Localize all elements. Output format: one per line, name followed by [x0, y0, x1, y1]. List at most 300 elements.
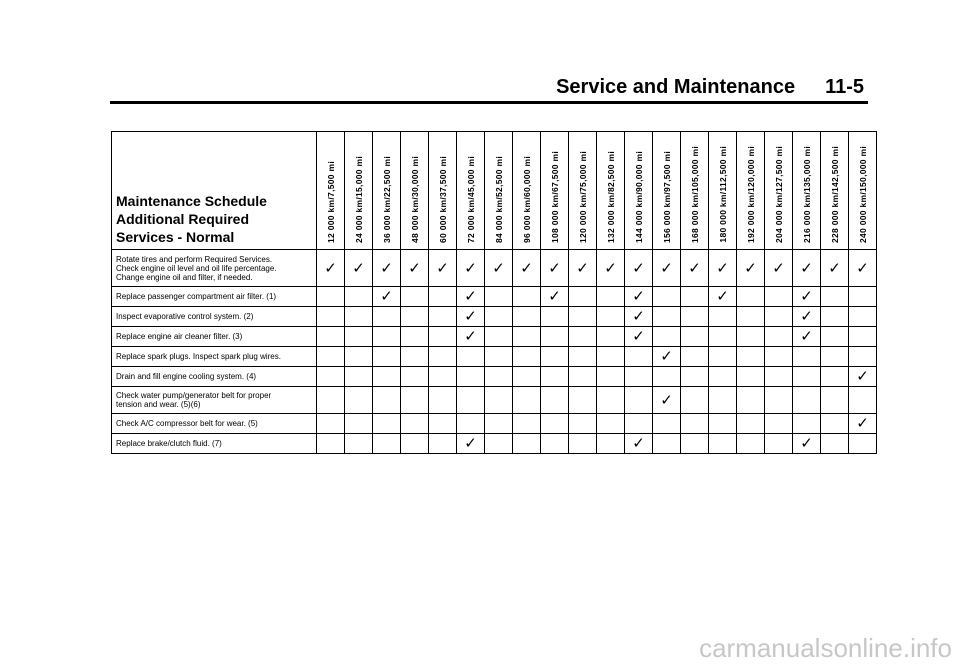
check-cell	[765, 387, 793, 414]
checkmark-icon: ✓	[632, 308, 645, 325]
interval-label: 48 000 km/30,000 mi	[409, 156, 420, 243]
check-cell	[345, 387, 373, 414]
check-cell	[765, 307, 793, 327]
check-cell	[317, 250, 345, 287]
check-cell	[597, 250, 625, 287]
check-cell	[821, 387, 849, 414]
checkmark-icon: ✓	[464, 328, 477, 345]
check-cell	[457, 327, 485, 347]
check-cell	[849, 327, 877, 347]
checkmark-icon: ✓	[800, 435, 813, 452]
task-description	[112, 250, 317, 287]
check-cell	[513, 434, 541, 454]
check-cell	[429, 307, 457, 327]
checkmark-icon: ✓	[828, 259, 841, 277]
interval-header	[317, 132, 345, 250]
table-row	[112, 327, 877, 347]
interval-label: 192 000 km/120,000 mi	[745, 145, 756, 243]
interval-label: 120 000 km/75,000 mi	[577, 150, 588, 243]
check-cell	[345, 307, 373, 327]
check-cell	[569, 287, 597, 307]
check-cell	[793, 434, 821, 454]
check-cell	[401, 287, 429, 307]
task-description	[112, 327, 317, 347]
check-cell	[513, 287, 541, 307]
check-cell	[625, 307, 653, 327]
check-cell	[625, 434, 653, 454]
check-cell	[541, 250, 569, 287]
check-cell	[513, 250, 541, 287]
check-cell	[653, 287, 681, 307]
checkmark-icon: ✓	[604, 259, 617, 277]
check-cell	[513, 327, 541, 347]
maintenance-schedule-table	[111, 131, 877, 454]
check-cell	[765, 327, 793, 347]
interval-label: 12 000 km/7,500 mi	[325, 161, 336, 243]
check-cell	[401, 387, 429, 414]
check-cell	[317, 434, 345, 454]
table-row	[112, 434, 877, 454]
check-cell	[401, 347, 429, 367]
interval-header	[541, 132, 569, 250]
check-cell	[541, 414, 569, 434]
checkmark-icon: ✓	[520, 259, 533, 277]
interval-label: 96 000 km/60,000 mi	[521, 156, 532, 243]
check-cell	[765, 414, 793, 434]
task-line: Check water pump/generator belt for proper	[116, 391, 272, 400]
check-cell	[429, 287, 457, 307]
check-cell	[737, 367, 765, 387]
task-line: Rotate tires and perform Required Services.	[116, 254, 273, 264]
checkmark-icon: ✓	[464, 288, 477, 305]
interval-header	[681, 132, 709, 250]
table-row	[112, 250, 877, 287]
check-cell	[485, 387, 513, 414]
task-line: Replace passenger compartment air filter. (1)	[116, 292, 277, 301]
interval-header	[793, 132, 821, 250]
check-cell	[485, 287, 513, 307]
check-cell	[485, 307, 513, 327]
header-row	[112, 132, 877, 250]
check-cell	[737, 347, 765, 367]
interval-header	[597, 132, 625, 250]
check-cell	[345, 327, 373, 347]
check-cell	[457, 307, 485, 327]
table-row	[112, 367, 877, 387]
check-cell	[569, 414, 597, 434]
checkmark-icon: ✓	[716, 259, 729, 277]
check-cell	[793, 347, 821, 367]
table-row	[112, 287, 877, 307]
checkmark-icon: ✓	[800, 259, 813, 277]
check-cell	[737, 434, 765, 454]
check-cell	[513, 414, 541, 434]
checkmark-icon: ✓	[632, 288, 645, 305]
check-cell	[457, 287, 485, 307]
check-cell	[737, 414, 765, 434]
check-cell	[681, 414, 709, 434]
check-cell	[317, 414, 345, 434]
check-cell	[569, 327, 597, 347]
check-cell	[401, 327, 429, 347]
checkmark-icon: ✓	[380, 288, 393, 305]
interval-header	[485, 132, 513, 250]
check-cell	[849, 250, 877, 287]
check-cell	[317, 367, 345, 387]
check-cell	[821, 434, 849, 454]
check-cell	[709, 287, 737, 307]
check-cell	[513, 387, 541, 414]
task-line: tension and wear. (5)(6)	[116, 400, 201, 409]
checkmark-icon: ✓	[324, 259, 337, 277]
check-cell	[569, 367, 597, 387]
checkmark-icon: ✓	[632, 435, 645, 452]
checkmark-icon: ✓	[800, 308, 813, 325]
task-description	[112, 347, 317, 367]
check-cell	[373, 307, 401, 327]
check-cell	[317, 287, 345, 307]
check-cell	[709, 434, 737, 454]
interval-header	[401, 132, 429, 250]
check-cell	[681, 387, 709, 414]
check-cell	[429, 387, 457, 414]
check-cell	[401, 367, 429, 387]
check-cell	[429, 414, 457, 434]
checkmark-icon: ✓	[660, 391, 673, 409]
check-cell	[597, 414, 625, 434]
interval-header	[653, 132, 681, 250]
table-row	[112, 414, 877, 434]
check-cell	[485, 434, 513, 454]
interval-label: 228 000 km/142,500 mi	[829, 145, 840, 243]
interval-label: 84 000 km/52,500 mi	[493, 156, 504, 243]
check-cell	[373, 434, 401, 454]
interval-header	[373, 132, 401, 250]
check-cell	[401, 307, 429, 327]
check-cell	[373, 250, 401, 287]
interval-header	[457, 132, 485, 250]
check-cell	[345, 414, 373, 434]
task-description	[112, 434, 317, 454]
check-cell	[401, 250, 429, 287]
check-cell	[849, 307, 877, 327]
check-cell	[345, 347, 373, 367]
check-cell	[737, 307, 765, 327]
check-cell	[485, 367, 513, 387]
check-cell	[373, 327, 401, 347]
interval-header	[709, 132, 737, 250]
task-line: Change engine oil and filter, if needed.	[116, 272, 253, 282]
task-line: Replace brake/clutch fluid. (7)	[116, 439, 222, 448]
check-cell	[653, 414, 681, 434]
check-cell	[513, 367, 541, 387]
check-cell	[625, 250, 653, 287]
check-cell	[457, 250, 485, 287]
check-cell	[821, 414, 849, 434]
check-cell	[373, 347, 401, 367]
interval-label: 72 000 km/45,000 mi	[465, 156, 476, 243]
check-cell	[709, 327, 737, 347]
task-line: Check engine oil level and oil life percentage.	[116, 263, 277, 273]
check-cell	[737, 250, 765, 287]
check-cell	[681, 250, 709, 287]
task-line: Check A/C compressor belt for wear. (5)	[116, 419, 258, 428]
check-cell	[429, 327, 457, 347]
check-cell	[457, 387, 485, 414]
check-cell	[709, 387, 737, 414]
check-cell	[681, 327, 709, 347]
check-cell	[681, 367, 709, 387]
interval-label: 216 000 km/135,000 mi	[801, 145, 812, 243]
checkmark-icon: ✓	[688, 259, 701, 277]
check-cell	[793, 327, 821, 347]
check-cell	[541, 327, 569, 347]
task-description	[112, 307, 317, 327]
checkmark-icon: ✓	[800, 288, 813, 305]
check-cell	[821, 307, 849, 327]
table-row	[112, 387, 877, 414]
check-cell	[597, 367, 625, 387]
check-cell	[401, 434, 429, 454]
checkmark-icon: ✓	[408, 259, 421, 277]
check-cell	[653, 347, 681, 367]
table-title-line: Additional Required	[116, 211, 249, 227]
check-cell	[765, 287, 793, 307]
page-header	[556, 76, 864, 99]
check-cell	[373, 414, 401, 434]
interval-label: 132 000 km/82,500 mi	[605, 150, 616, 243]
task-description	[112, 387, 317, 414]
check-cell	[457, 367, 485, 387]
table-title	[112, 132, 317, 250]
check-cell	[849, 347, 877, 367]
interval-header	[737, 132, 765, 250]
task-line: Replace engine air cleaner filter. (3)	[116, 332, 243, 341]
check-cell	[709, 347, 737, 367]
checkmark-icon: ✓	[856, 259, 869, 277]
watermark: carmanualsonline.info	[699, 633, 952, 663]
check-cell	[429, 434, 457, 454]
check-cell	[681, 307, 709, 327]
check-cell	[317, 327, 345, 347]
check-cell	[541, 367, 569, 387]
interval-header	[569, 132, 597, 250]
check-cell	[541, 387, 569, 414]
table-title-line: Maintenance Schedule	[116, 193, 267, 209]
check-cell	[709, 367, 737, 387]
interval-header	[625, 132, 653, 250]
checkmark-icon: ✓	[464, 308, 477, 325]
check-cell	[373, 287, 401, 307]
check-cell	[485, 327, 513, 347]
check-cell	[317, 387, 345, 414]
check-cell	[709, 414, 737, 434]
interval-label: 180 000 km/112,500 mi	[717, 146, 728, 243]
check-cell	[457, 434, 485, 454]
task-description	[112, 367, 317, 387]
section-title: Service and Maintenance	[556, 76, 796, 98]
check-cell	[373, 387, 401, 414]
checkmark-icon: ✓	[352, 259, 365, 277]
interval-header	[513, 132, 541, 250]
check-cell	[653, 367, 681, 387]
table-row	[112, 307, 877, 327]
check-cell	[765, 367, 793, 387]
checkmark-icon: ✓	[464, 435, 477, 452]
task-line: Replace spark plugs. Inspect spark plug wires.	[116, 352, 281, 361]
checkmark-icon: ✓	[436, 259, 449, 277]
checkmark-icon: ✓	[576, 259, 589, 277]
check-cell	[597, 327, 625, 347]
check-cell	[653, 327, 681, 347]
checkmark-icon: ✓	[660, 348, 673, 365]
check-cell	[625, 387, 653, 414]
task-description	[112, 414, 317, 434]
check-cell	[821, 250, 849, 287]
interval-header	[345, 132, 373, 250]
check-cell	[345, 287, 373, 307]
check-cell	[625, 287, 653, 307]
check-cell	[429, 347, 457, 367]
checkmark-icon: ✓	[660, 259, 673, 277]
check-cell	[653, 387, 681, 414]
checkmark-icon: ✓	[856, 415, 869, 432]
check-cell	[821, 367, 849, 387]
check-cell	[793, 250, 821, 287]
page-number: 11-5	[825, 76, 864, 98]
interval-label: 240 000 km/150,000 mi	[857, 145, 868, 243]
check-cell	[625, 327, 653, 347]
check-cell	[317, 307, 345, 327]
check-cell	[625, 367, 653, 387]
check-cell	[345, 250, 373, 287]
check-cell	[373, 367, 401, 387]
table-title-line: Services - Normal	[116, 229, 235, 245]
header-rule	[110, 101, 868, 104]
check-cell	[569, 347, 597, 367]
check-cell	[625, 347, 653, 367]
check-cell	[597, 307, 625, 327]
check-cell	[681, 347, 709, 367]
check-cell	[653, 307, 681, 327]
check-cell	[569, 307, 597, 327]
check-cell	[681, 287, 709, 307]
check-cell	[849, 434, 877, 454]
check-cell	[541, 434, 569, 454]
interval-label: 204 000 km/127,500 mi	[773, 145, 784, 243]
check-cell	[625, 414, 653, 434]
check-cell	[793, 287, 821, 307]
checkmark-icon: ✓	[492, 259, 505, 277]
interval-header	[821, 132, 849, 250]
check-cell	[709, 307, 737, 327]
check-cell	[849, 287, 877, 307]
check-cell	[569, 434, 597, 454]
checkmark-icon: ✓	[464, 259, 477, 277]
checkmark-icon: ✓	[632, 328, 645, 345]
check-cell	[653, 434, 681, 454]
interval-header	[765, 132, 793, 250]
check-cell	[821, 347, 849, 367]
check-cell	[597, 387, 625, 414]
check-cell	[793, 307, 821, 327]
task-description	[112, 287, 317, 307]
check-cell	[541, 347, 569, 367]
checkmark-icon: ✓	[744, 259, 757, 277]
check-cell	[793, 367, 821, 387]
check-cell	[485, 250, 513, 287]
checkmark-icon: ✓	[716, 288, 729, 305]
check-cell	[849, 414, 877, 434]
task-line: Inspect evaporative control system. (2)	[116, 312, 254, 321]
check-cell	[513, 347, 541, 367]
check-cell	[345, 434, 373, 454]
check-cell	[765, 347, 793, 367]
checkmark-icon: ✓	[800, 328, 813, 345]
check-cell	[597, 347, 625, 367]
check-cell	[765, 250, 793, 287]
check-cell	[653, 250, 681, 287]
check-cell	[401, 414, 429, 434]
check-cell	[569, 387, 597, 414]
check-cell	[541, 307, 569, 327]
interval-label: 168 000 km/105,000 mi	[689, 145, 700, 243]
interval-label: 36 000 km/22,500 mi	[381, 156, 392, 243]
check-cell	[485, 414, 513, 434]
interval-label: 108 000 km/67,500 mi	[549, 150, 560, 243]
interval-header	[429, 132, 457, 250]
schedule-body	[112, 250, 877, 454]
interval-label: 156 000 km/97,500 mi	[661, 150, 672, 243]
checkmark-icon: ✓	[548, 288, 561, 305]
check-cell	[541, 287, 569, 307]
check-cell	[429, 250, 457, 287]
interval-header	[849, 132, 877, 250]
checkmark-icon: ✓	[548, 259, 561, 277]
check-cell	[429, 367, 457, 387]
check-cell	[457, 347, 485, 367]
check-cell	[765, 434, 793, 454]
checkmark-icon: ✓	[380, 259, 393, 277]
check-cell	[597, 434, 625, 454]
check-cell	[737, 287, 765, 307]
check-cell	[681, 434, 709, 454]
interval-label: 144 000 km/90,000 mi	[633, 150, 644, 243]
checkmark-icon: ✓	[772, 259, 785, 277]
check-cell	[513, 307, 541, 327]
checkmark-icon: ✓	[632, 259, 645, 277]
check-cell	[793, 414, 821, 434]
check-cell	[317, 347, 345, 367]
check-cell	[597, 287, 625, 307]
check-cell	[821, 287, 849, 307]
check-cell	[485, 347, 513, 367]
interval-label: 24 000 km/15,000 mi	[353, 156, 364, 243]
check-cell	[849, 367, 877, 387]
check-cell	[457, 414, 485, 434]
check-cell	[793, 387, 821, 414]
check-cell	[345, 367, 373, 387]
check-cell	[569, 250, 597, 287]
check-cell	[849, 387, 877, 414]
table-row	[112, 347, 877, 367]
check-cell	[737, 327, 765, 347]
check-cell	[709, 250, 737, 287]
check-cell	[821, 327, 849, 347]
checkmark-icon: ✓	[856, 368, 869, 385]
task-line: Drain and fill engine cooling system. (4)	[116, 372, 257, 381]
interval-label: 60 000 km/37,500 mi	[437, 156, 448, 243]
